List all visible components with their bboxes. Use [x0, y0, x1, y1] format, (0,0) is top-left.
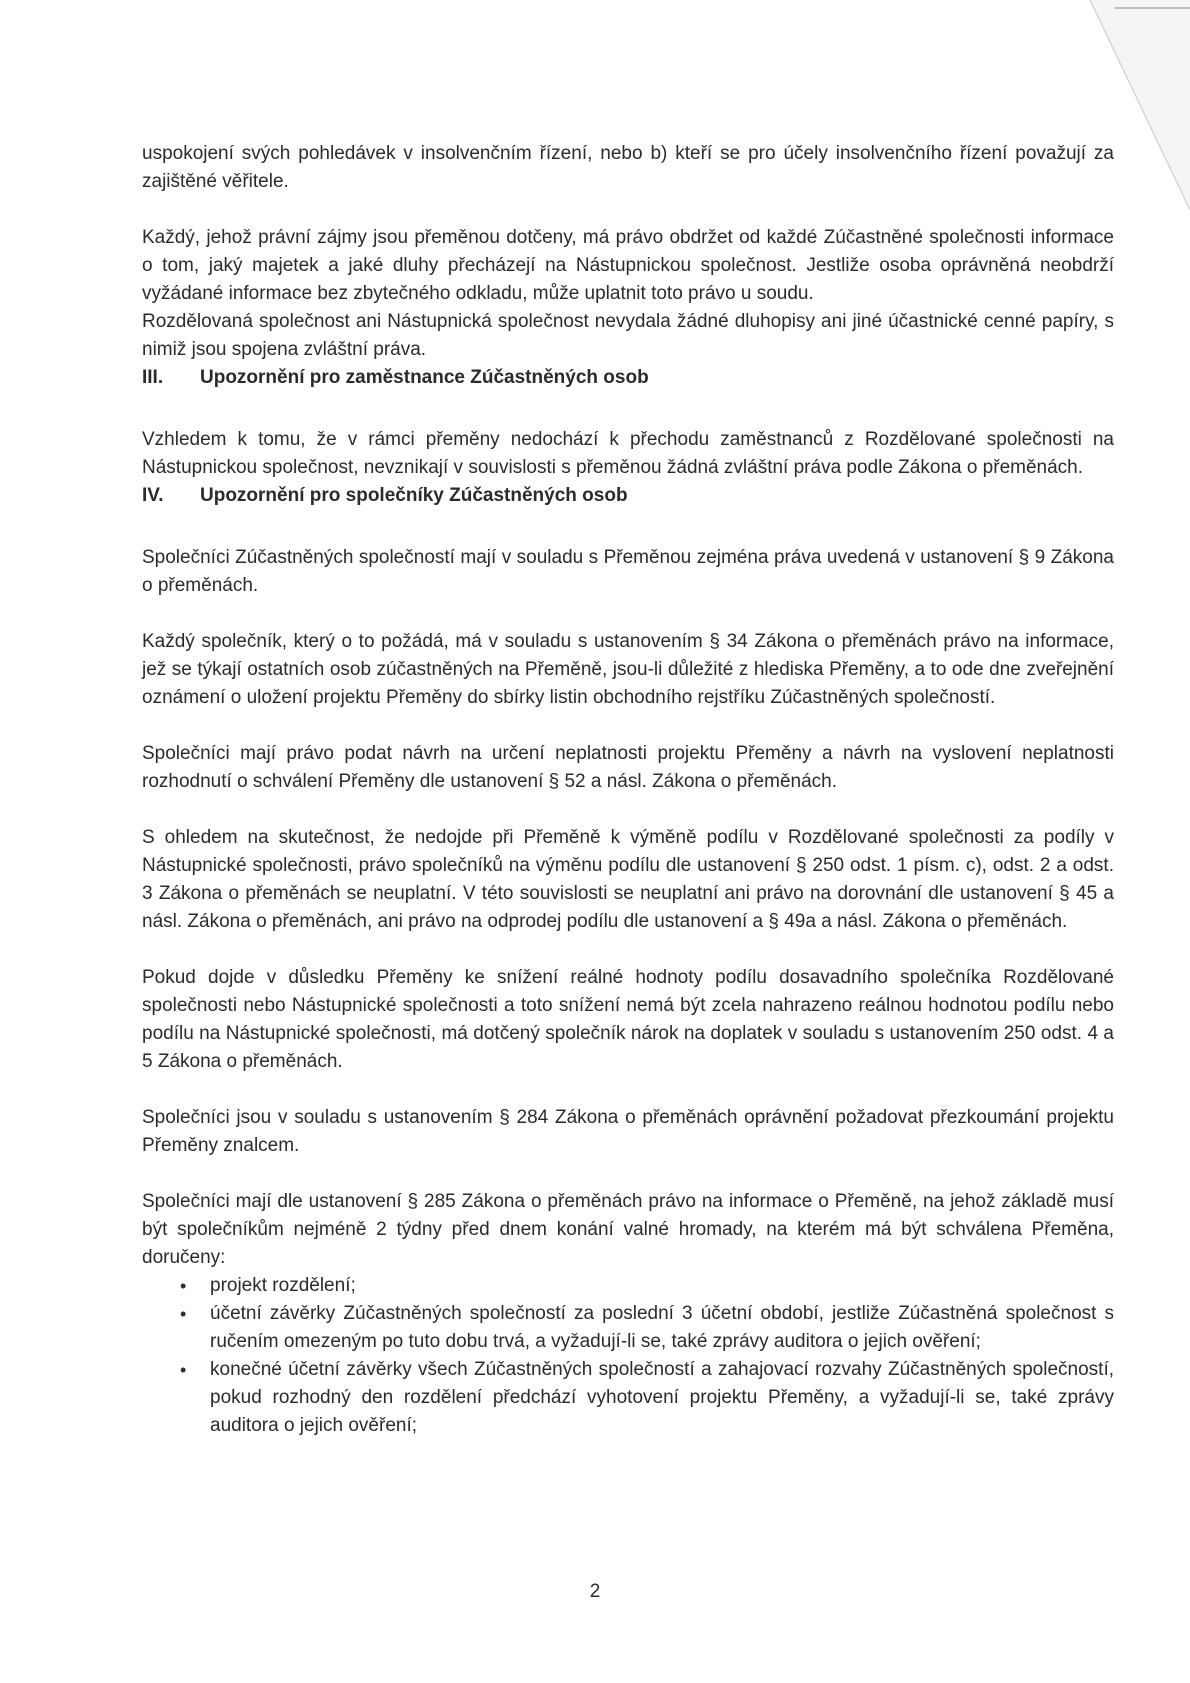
list-item	[142, 1356, 1114, 1440]
paragraph-information-right: Každý, jehož právní zájmy jsou přeměnou dotčeny, má právo obdržet od každé Zúčastněné společnosti informace o tom, jaký majetek a jaké dluhy přecházejí na Nástupnickou společnost. Jestliže osoba oprávněná neobdrží vyžádané informace bez zbytečného odkladu, může uplatnit toto právo u soudu.	[142, 227, 1114, 304]
paragraph-creditors: uspokojení svých pohledávek v insolvenčním řízení, nebo b) kteří se pro účely insolvenčního řízení považují za zajištěné věřitele.	[142, 143, 1114, 192]
list-item-text: projekt rozdělení;	[210, 1275, 356, 1296]
section-number: III.	[142, 367, 164, 388]
section-heading-shareholders	[142, 482, 1114, 510]
list-item	[142, 1300, 1114, 1356]
list-item	[142, 1272, 1114, 1300]
list-item-text: účetní závěrky Zúčastněných společností za poslední 3 účetní období, jestliže Zúčastněná společnost s ručením omezeným po tuto dobu trvá, a vyžadují-li se, také zprávy auditora o jejich ověření;	[210, 1303, 1114, 1352]
bullet-icon: •	[180, 1304, 187, 1324]
section-number: IV.	[142, 485, 164, 506]
paragraph-value-reduction: Pokud dojde v důsledku Přeměny ke snížení reálné hodnoty podílu dosavadního společníka Rozdělované společnosti nebo Nástupnické společnosti a toto snížení nemá být zcela nahrazeno reálnou hodnotou podílu nebo podílu na Nástupnické společnosti, má dotčený společník nárok na doplatek v souladu s ustanovením 250 odst. 4 a 5 Zákona o přeměnách.	[142, 967, 1114, 1072]
page-number: 2	[589, 1581, 601, 1602]
paragraph-employees: Vzhledem k tomu, že v rámci přeměny nedochází k přechodu zaměstnanců z Rozdělované společnosti na Nástupnickou společnost, nevznikají v souvislosti s přeměnou žádná zvláštní práva podle Zákona o přeměnách.	[142, 429, 1114, 478]
bullet-icon: •	[180, 1276, 187, 1296]
paragraph-documents-delivery: Společníci mají dle ustanovení § 285 Zákona o přeměnách právo na informace o Přeměně, na jehož základě musí být společníkům nejméně 2 týdny před dnem konání valné hromady, na kterém má být schválena Přeměna, doručeny:	[142, 1191, 1114, 1268]
paragraph-information-request: Každý společník, který o to požádá, má v souladu s ustanovením § 34 Zákona o přeměnách právo na informace, jež se týkají ostatních osob zúčastněných na Přeměně, jsou-li důležité z hlediska Přeměny, a to ode dne zveřejnění oznámení o uložení projektu Přeměny do sbírky listin obchodního rejstříku Zúčastněných společností.	[142, 631, 1114, 708]
section-title: Upozornění pro společníky Zúčastněných osob	[200, 485, 628, 506]
section-heading-employees	[142, 364, 1114, 392]
paragraph-invalidity-motion: Společníci mají právo podat návrh na určení neplatnosti projektu Přeměny a návrh na vyslovení neplatnosti rozhodnutí o schválení Přeměny dle ustanovení § 52 a násl. Zákona o přeměnách.	[142, 743, 1114, 792]
paragraph-shareholder-rights: Společníci Zúčastněných společností mají v souladu s Přeměnou zejména práva uvedená v ustanovení § 9 Zákona o přeměnách.	[142, 547, 1114, 596]
paragraph-expert-review: Společníci jsou v souladu s ustanovením § 284 Zákona o přeměnách oprávnění požadovat přezkoumání projektu Přeměny znalcem.	[142, 1107, 1114, 1156]
document-body	[142, 140, 1114, 1440]
bullet-icon: •	[180, 1360, 187, 1380]
list-item-text: konečné účetní závěrky všech Zúčastněných společností a zahajovací rozvahy Zúčastněných společností, pokud rozhodný den rozdělení předchází vyhotovení projektu Přeměny, a vyžadují-li se, také zprávy auditora o jejich ověření;	[210, 1359, 1114, 1436]
section-title: Upozornění pro zaměstnance Zúčastněných osob	[200, 367, 649, 388]
paragraph-securities: Rozdělovaná společnost ani Nástupnická společnost nevydala žádné dluhopisy ani jiné účastnické cenné papíry, s nimiž jsou spojena zvláštní práva.	[142, 311, 1114, 360]
documents-list	[142, 1272, 1114, 1440]
paragraph-share-exchange: S ohledem na skutečnost, že nedojde při Přeměně k výměně podílu v Rozdělované společnosti za podíly v Nástupnické společnosti, právo společníků na výměnu podílu dle ustanovení § 250 odst. 1 písm. c), odst. 2 a odst. 3 Zákona o přeměnách se neuplatní. V této souvislosti se neuplatní ani právo na dorovnání dle ustanovení § 45 a násl. Zákona o přeměnách, ani právo na odprodej podílu dle ustanovení a § 49a a násl. Zákona o přeměnách.	[142, 827, 1114, 932]
